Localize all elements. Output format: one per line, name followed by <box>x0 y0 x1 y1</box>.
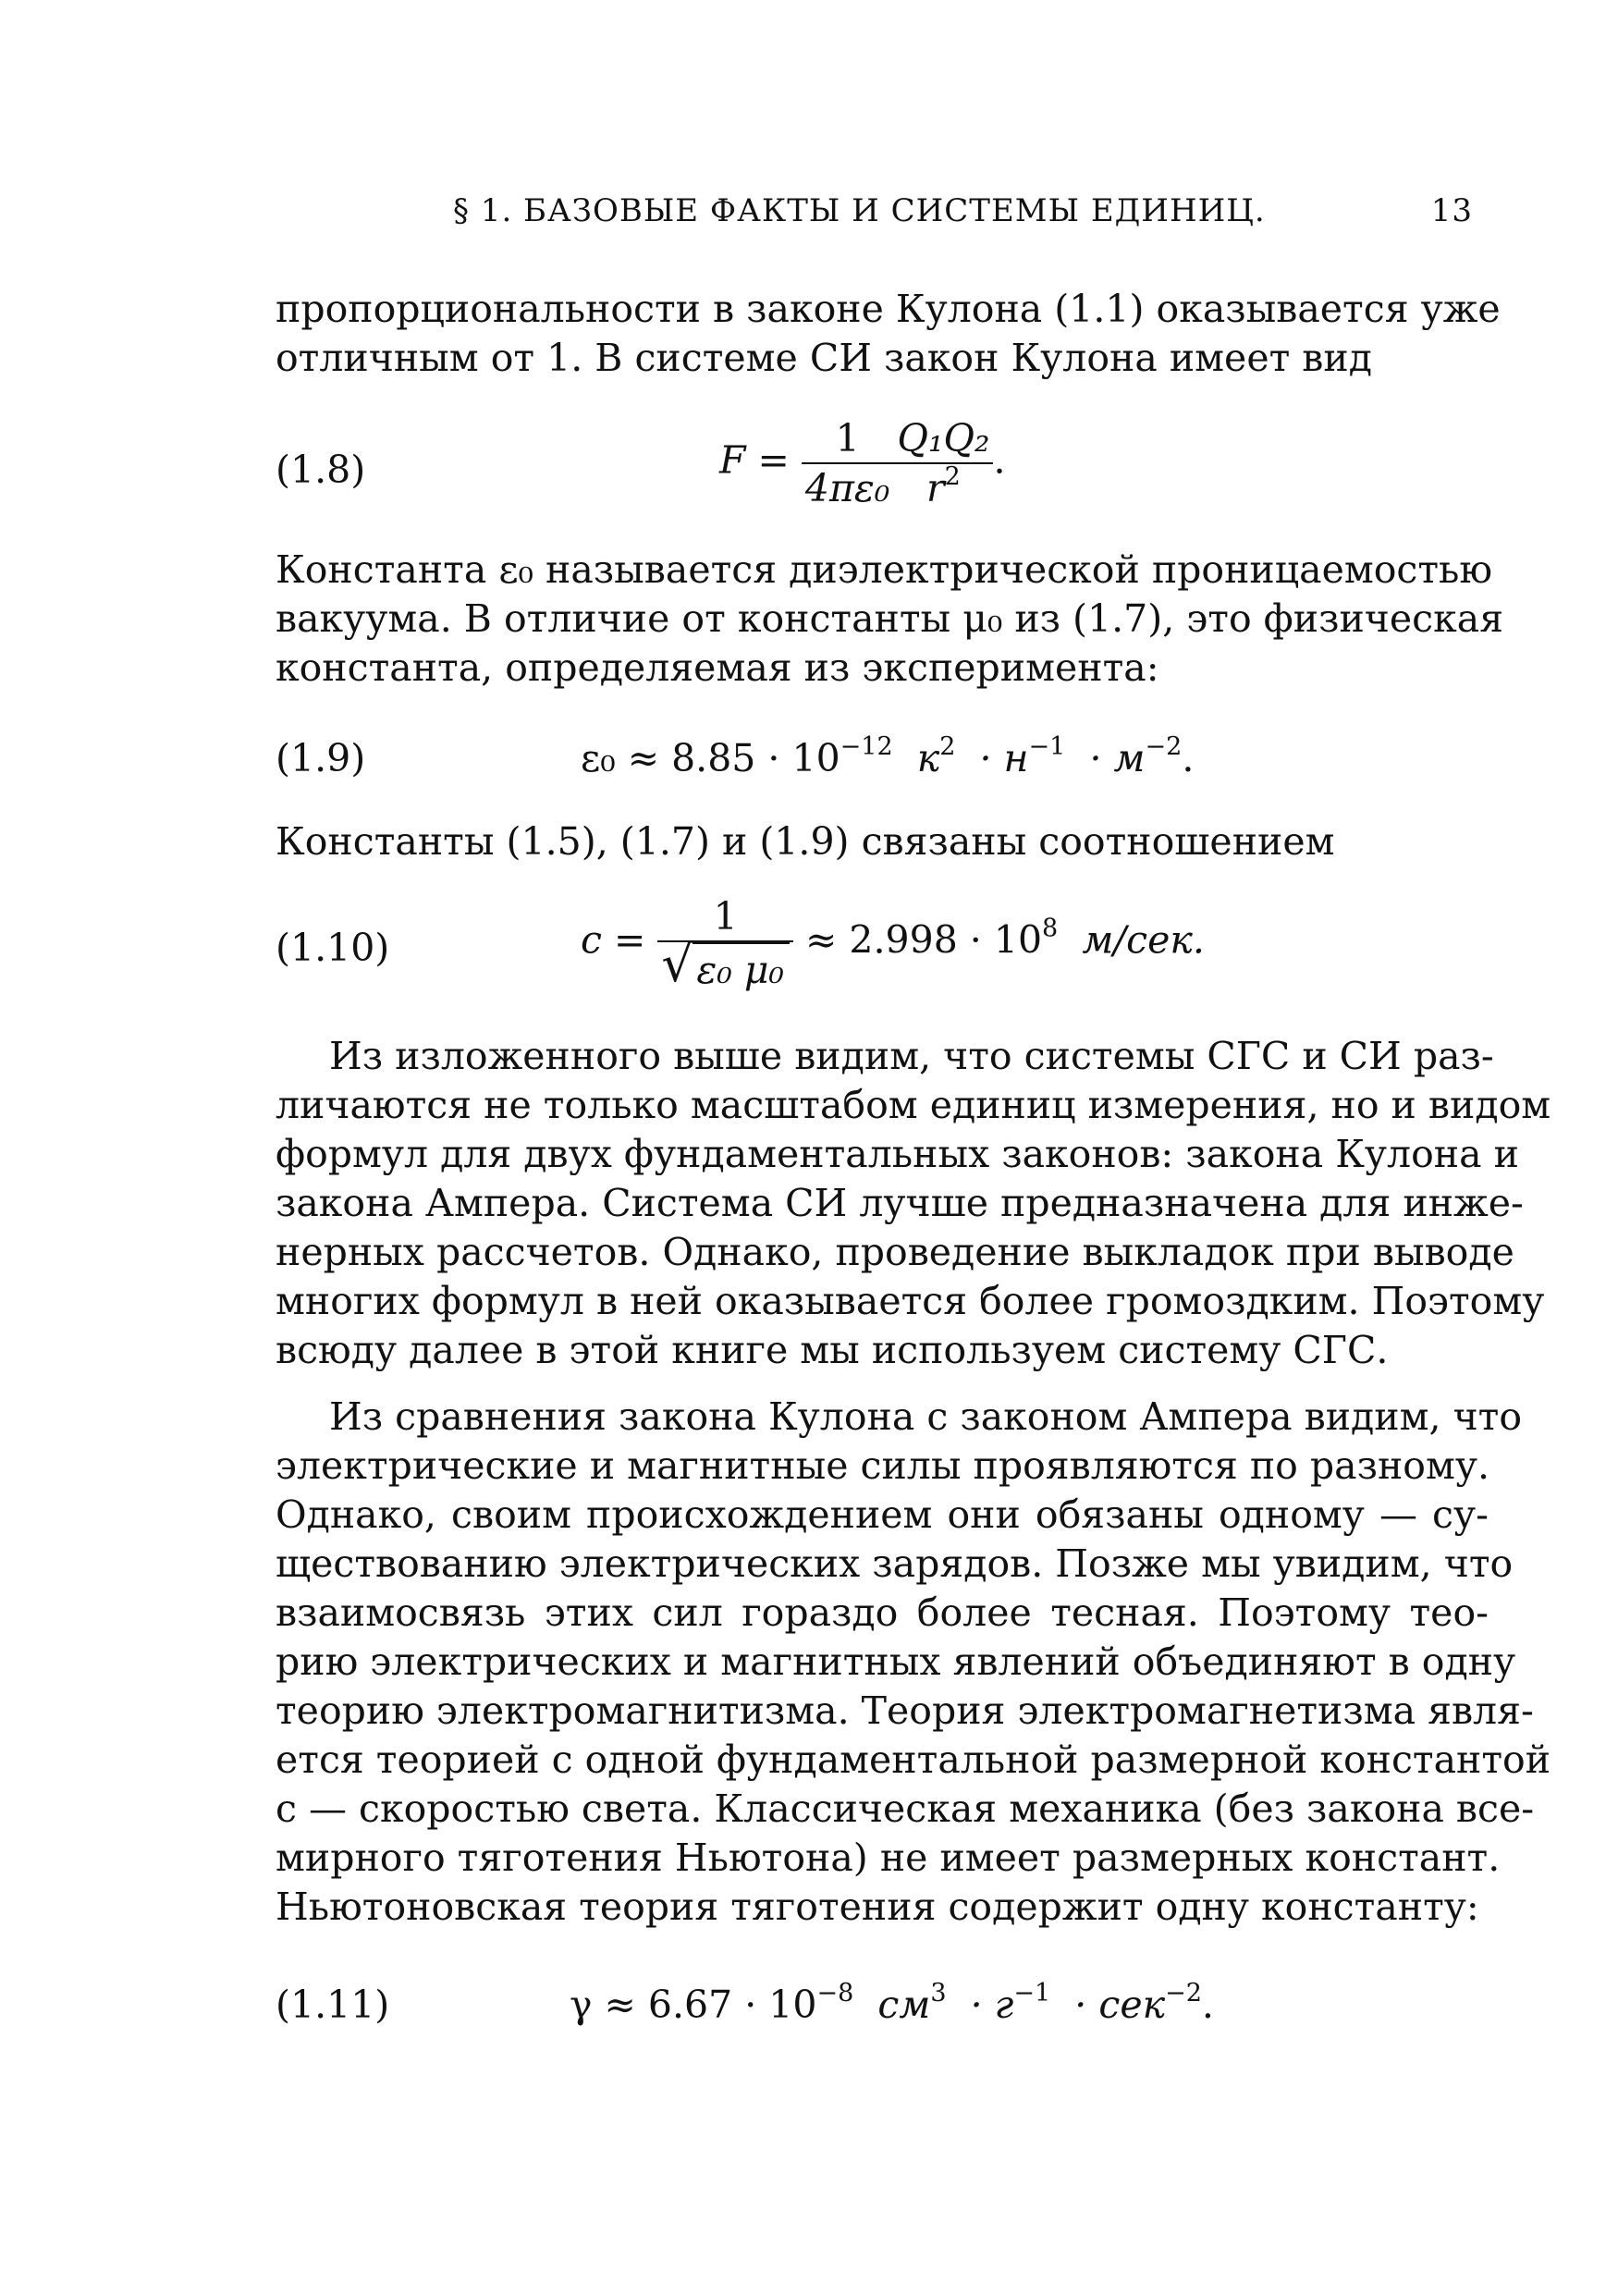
text-line: Однако, своим происхождением они обязаны одному — су- <box>276 1492 1489 1537</box>
text-line: c — скоростью света. Классическая механика (без закона все- <box>276 1786 1535 1831</box>
text-line: Ньютоновская теория тяготения содержит одну константу: <box>276 1885 1479 1929</box>
equation-1-10 <box>276 892 1489 1013</box>
fraction-denominator: 4πε₀ <box>804 466 890 510</box>
text-line: взаимосвязь этих сил гораздо более тесная. Поэтому тео- <box>276 1590 1489 1635</box>
equation-body <box>719 414 1006 512</box>
fraction-numerator: 1 <box>835 416 860 460</box>
text-line: личаются не только масштабом единиц измерения, но и видом <box>276 1083 1551 1127</box>
text-line: электрические и магнитные силы проявляются по разному. <box>276 1443 1490 1488</box>
text-line: Константы (1.5), (1.7) и (1.9) связаны соотношением <box>276 819 1335 864</box>
eq-trail: . <box>993 437 1006 483</box>
text-line: пропорциональности в законе Кулона (1.1) оказывается уже <box>276 287 1501 331</box>
text-line: рию электрических и магнитных явлений объединяют в одну <box>276 1639 1516 1684</box>
text-line: закона Ампера. Система СИ лучше предназначена для инже- <box>276 1181 1524 1225</box>
text-line: Из изложенного выше видим, что системы СГС и СИ раз- <box>329 1034 1494 1078</box>
page-number: 13 <box>1430 192 1473 229</box>
fraction <box>657 892 793 994</box>
exponent: −8 <box>816 1979 854 2007</box>
paragraph-constants-relation <box>276 817 1489 866</box>
fraction-numerator: Q₁Q₂ <box>897 416 990 460</box>
equation-body: $\gamma \approx 6.67 \cdot 10^{-8}$ $см^3 \cdot г^{-1} \cdot сек^{-2}$. <box>570 1979 1214 2027</box>
fraction <box>893 414 993 512</box>
equation-number: (1.10) <box>276 926 390 970</box>
text-line: многих формул в ней оказывается более громоздким. Поэтому <box>276 1279 1545 1323</box>
eq-lhs: F = <box>719 437 790 483</box>
exponent: −1 <box>1028 732 1066 761</box>
exponent: −12 <box>840 732 893 761</box>
text-line: ществованию электрических зарядов. Позже мы увидим, что <box>276 1541 1514 1586</box>
exponent: 2 <box>944 462 961 491</box>
fraction-denominator: $r^2$ <box>926 462 961 510</box>
paragraph-coulomb-intro <box>276 285 1501 383</box>
radical-sign: √ <box>661 935 693 993</box>
fraction <box>802 414 893 512</box>
text-line: константа, определяемая из эксперимента: <box>276 645 1159 690</box>
exponent: 2 <box>939 732 956 761</box>
fraction-denominator <box>657 935 793 994</box>
text-line: Константа ε₀ называется диэлектрической проницаемостью <box>276 547 1493 592</box>
equation-1-9 <box>276 731 1489 795</box>
paragraph-cgs-si-comparison <box>276 1032 1551 1375</box>
paragraph-epsilon <box>276 546 1504 693</box>
square-root: √ ε₀ μ₀ <box>661 942 790 994</box>
exponent: −2 <box>1165 1979 1202 2007</box>
equation-number: (1.9) <box>276 736 366 780</box>
equation-body: $\varepsilon_0 \approx 8.85 \cdot 10^{-12}$ $к^2 \cdot н^{-1} \cdot м^{-2}$. <box>581 732 1195 780</box>
equation-1-11 <box>276 1977 1489 2042</box>
text-line: Из сравнения закона Кулона с законом Ампера видим, что <box>329 1394 1523 1439</box>
equation-number: (1.8) <box>276 448 366 492</box>
running-head <box>453 183 1502 239</box>
text-line: мирного тяготения Ньютона) не имеет размерных констант. <box>276 1836 1501 1880</box>
section-title: § 1. БАЗОВЫЕ ФАКТЫ И СИСТЕМЫ ЕДИНИЦ. <box>453 192 1266 229</box>
text-line: нерных рассчетов. Однако, проведение выкладок при выводе <box>276 1230 1514 1274</box>
exponent: 3 <box>930 1979 947 2007</box>
exponent: 8 <box>1042 914 1059 943</box>
text-line: всюду далее в этой книге мы используем систему СГС. <box>276 1328 1389 1372</box>
text-line: вакуума. В отличие от константы μ₀ из (1.7), это физическая <box>276 596 1504 641</box>
equation-number: (1.11) <box>276 1983 390 2027</box>
equation-1-8 <box>276 414 1489 525</box>
paragraph-electromagnetism <box>276 1393 1551 1932</box>
exponent: −1 <box>1013 1979 1051 2007</box>
fraction-numerator: 1 <box>713 894 738 939</box>
text-line: формул для двух фундаментальных законов: закона Кулона и <box>276 1132 1519 1176</box>
text-line: теорию электромагнитизма. Теория электромагнетизма явля- <box>276 1688 1534 1733</box>
exponent: −2 <box>1145 732 1183 761</box>
equation-body: c = 1 √ ε₀ μ₀ ≈ $2.998 \cdot 10^8$ м/сек. <box>581 894 1205 993</box>
text-line: ется теорией с одной фундаментальной размерной константой <box>276 1737 1551 1782</box>
text-line: отличным от 1. В системе СИ закон Кулона имеет вид <box>276 336 1372 380</box>
